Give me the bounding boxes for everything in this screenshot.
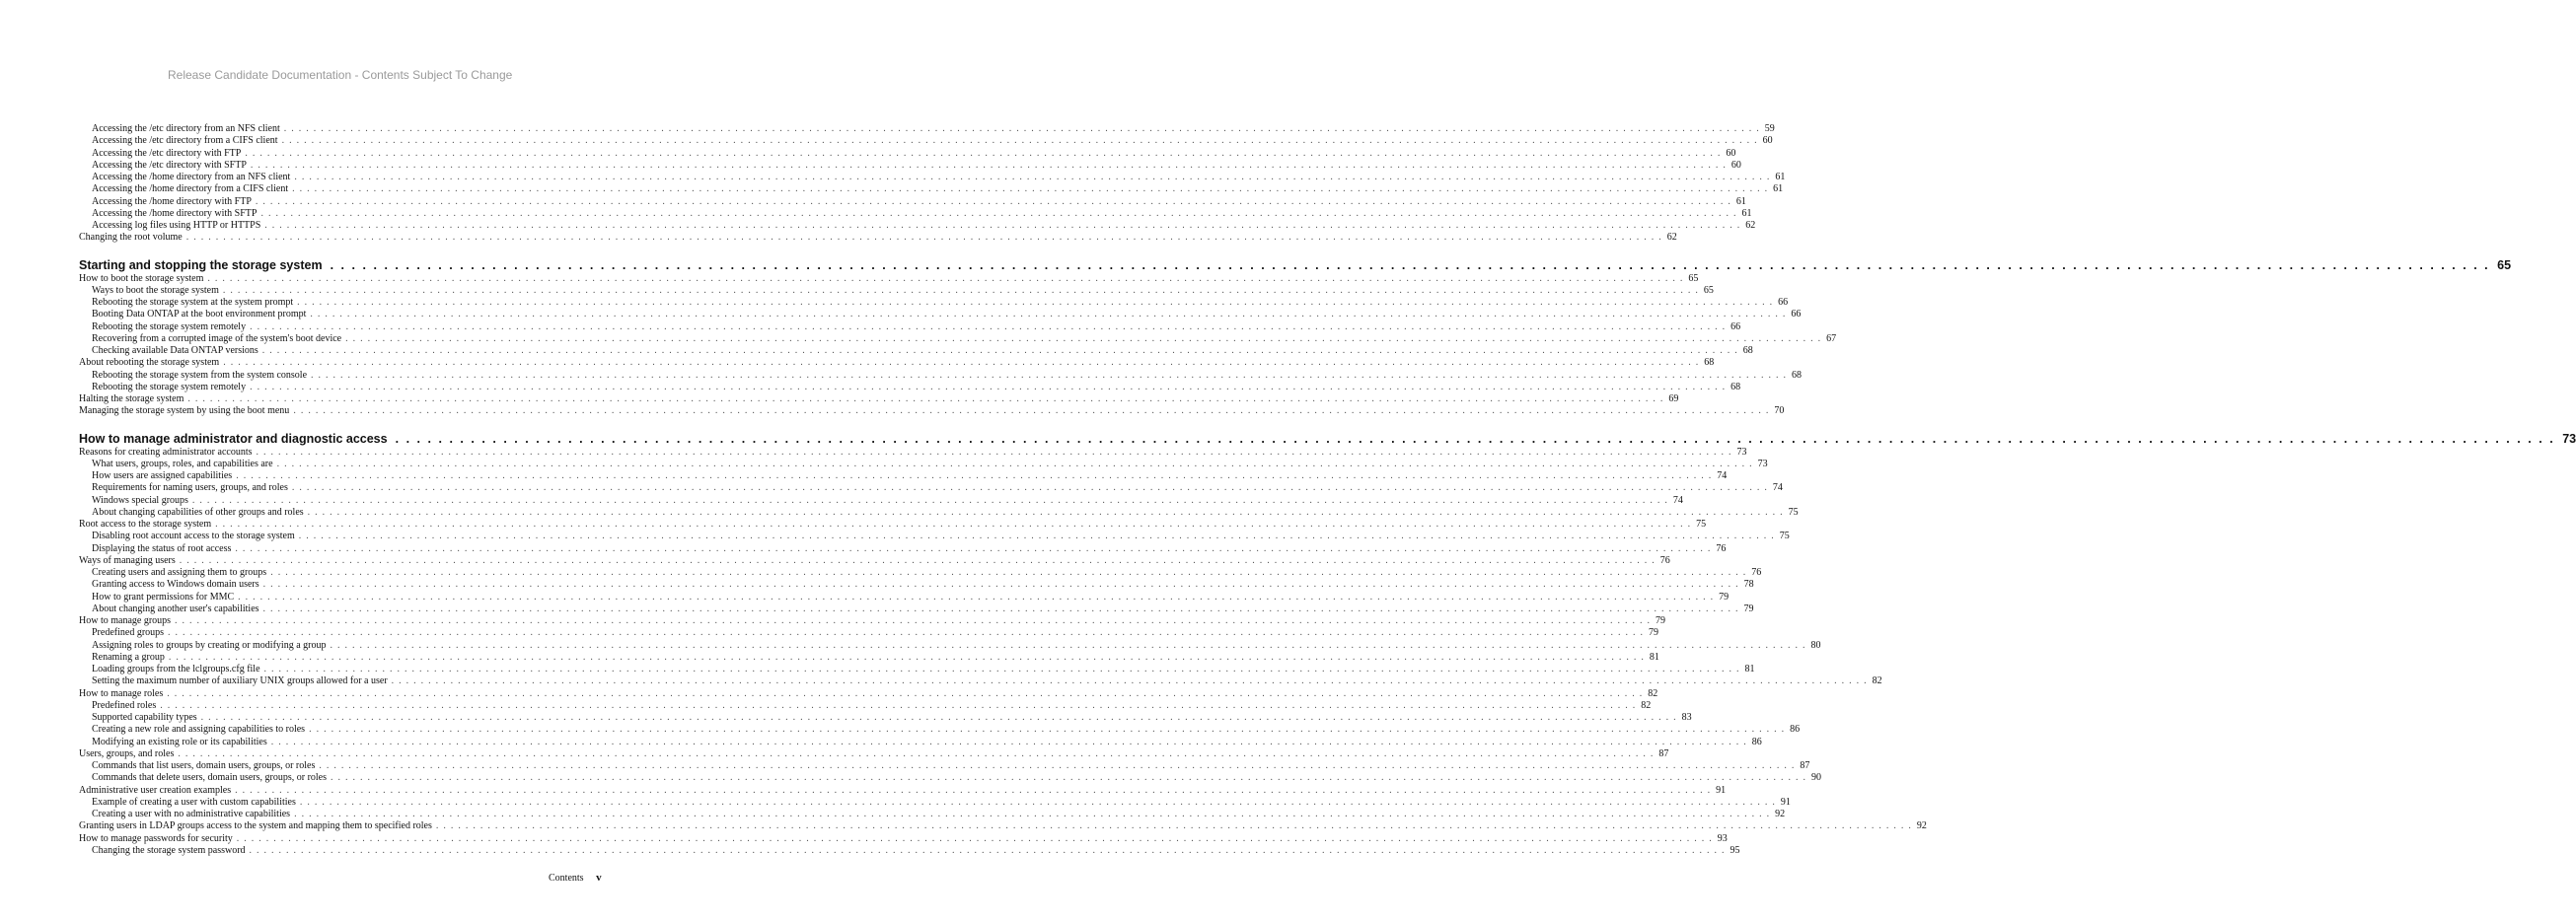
toc-entry[interactable]: [79, 393, 1679, 405]
toc-title: Displaying the status of root access: [92, 542, 232, 554]
toc-entry[interactable]: [79, 232, 1677, 244]
toc-title: Predefined roles: [92, 699, 157, 711]
dot-leader: ........................................................................................................................................................................................................: [168, 627, 1649, 639]
toc-page-number: 93: [1717, 832, 1728, 844]
dot-leader: ........................................................................................................................................................................................................: [250, 320, 1730, 332]
toc-title: Ways of managing users: [79, 554, 176, 566]
toc-page-number: 61: [1775, 172, 1786, 182]
toc-title: How to grant permissions for MMC: [92, 591, 235, 603]
dot-leader: ........................................................................................................................................................................................................: [256, 446, 1736, 458]
table-of-contents: [79, 123, 2576, 857]
toc-title: Ways to boot the storage system: [92, 284, 219, 296]
toc-page-number: 62: [1745, 220, 1756, 231]
footer-page-number: v: [596, 872, 602, 884]
toc-page-number: 87: [1800, 760, 1810, 771]
dot-leader: ........................................................................................................................................................................................................: [299, 796, 1780, 808]
toc-title: Checking available Data ONTAP versions: [92, 345, 258, 356]
toc-page-number: 66: [1791, 309, 1802, 320]
toc-subentry[interactable]: [79, 579, 1754, 591]
dot-leader: ........................................................................................................................................................................................................: [255, 195, 1735, 207]
toc-subentry[interactable]: [79, 627, 1659, 639]
toc-title: Renaming a group: [92, 651, 165, 663]
dot-leader: ........................................................................................................................................................................................................: [292, 183, 1773, 195]
toc-title: Rebooting the storage system remotely: [92, 320, 247, 332]
dot-leader: ........................................................................................................................................................................................................: [330, 639, 1810, 651]
dot-leader: ........................................................................................................................................................................................................: [207, 272, 1688, 284]
dot-leader: ........................................................................................................................................................................................................: [309, 724, 1790, 736]
toc-title: How to manage groups: [79, 615, 172, 626]
footer-label: Contents: [549, 873, 584, 884]
toc-page-number: 75: [1696, 519, 1707, 530]
toc-entry[interactable]: [79, 820, 1927, 832]
toc-title: Root access to the storage system: [79, 519, 212, 530]
toc-title: Supported capability types: [92, 712, 197, 723]
toc-page-number: 73: [2562, 431, 2576, 446]
dot-leader: ........................................................................................................................................................................................................: [250, 159, 1730, 171]
toc-title: Administrative user creation examples: [79, 784, 232, 796]
toc-subentry[interactable]: [79, 320, 1741, 333]
toc-page-number: 65: [2497, 257, 2512, 272]
dot-leader: ........................................................................................................................................................................................................: [294, 172, 1775, 182]
toc-title: Requirements for naming users, groups, and roles: [92, 482, 288, 494]
dot-leader: ........................................................................................................................................................................................................: [260, 207, 1741, 219]
toc-page-number: 92: [1775, 809, 1786, 819]
toc-page-number: 61: [1773, 183, 1784, 195]
toc-title: Accessing the /home directory from an NFS client: [92, 172, 291, 182]
toc-subentry[interactable]: [79, 195, 1746, 208]
toc-title: Commands that delete users, domain users, groups, or roles: [92, 772, 328, 784]
toc-title: Accessing the /home directory with FTP: [92, 195, 252, 207]
dot-leader: ........................................................................................................................................................................................................: [191, 494, 1672, 506]
toc-page-number: 81: [1649, 651, 1659, 663]
toc-subentry[interactable]: [79, 796, 1791, 809]
toc-title: Users, groups, and roles: [79, 747, 175, 759]
toc-title: Loading groups from the lclgroups.cfg file: [92, 664, 260, 674]
toc-title: How to manage passwords for security: [79, 832, 233, 844]
toc-page-number: 76: [1659, 554, 1670, 566]
toc-entry[interactable]: [79, 747, 1669, 760]
toc-title: Halting the storage system: [79, 393, 184, 404]
toc-page-number: 90: [1811, 772, 1822, 784]
toc-page-number: 60: [1726, 147, 1736, 159]
toc-entry[interactable]: [79, 272, 1699, 285]
toc-entry[interactable]: [79, 615, 1666, 627]
dot-leader: ........................................................................................................................................................................................................: [270, 736, 1751, 747]
toc-subentry[interactable]: [79, 183, 1784, 195]
toc-page-number: 82: [1641, 699, 1652, 711]
toc-title: Recovering from a corrupted image of the system's boot device: [92, 332, 342, 344]
toc-title: Windows special groups: [92, 494, 188, 506]
toc-title: Managing the storage system by using the boot menu: [79, 405, 290, 417]
dot-leader: ........................................................................................................................................................................................................: [178, 747, 1658, 759]
toc-title: How users are assigned capabilities: [92, 470, 233, 481]
toc-page-number: 65: [1703, 284, 1714, 296]
dot-leader: ........................................................................................................................................................................................................: [223, 357, 1704, 369]
dot-leader: ........................................................................................................................................................................................................: [307, 506, 1788, 518]
toc-subentry[interactable]: [79, 699, 1652, 712]
dot-leader: ........................................................................................................................................................................................................: [263, 664, 1744, 674]
toc-subentry[interactable]: [79, 309, 1802, 320]
toc-entry[interactable]: [79, 405, 1785, 417]
toc-page-number: 68: [1704, 357, 1715, 369]
dot-leader: ........................................................................................................................................................................................................: [294, 809, 1775, 819]
toc-subentry[interactable]: [79, 123, 1775, 135]
dot-leader: ........................................................................................................................................................................................................: [261, 345, 1742, 356]
toc-page-number: 65: [1688, 272, 1699, 284]
toc-chapter-heading[interactable]: [79, 257, 2512, 272]
toc-page-number: 82: [1648, 687, 1658, 699]
toc-page-number: 70: [1774, 405, 1785, 417]
toc-chapter-heading[interactable]: [79, 431, 2576, 446]
toc-subentry[interactable]: [79, 567, 1762, 579]
dot-leader: ........................................................................................................................................................................................................: [236, 470, 1717, 481]
toc-page-number: 75: [1788, 506, 1799, 518]
toc-page-number: 87: [1658, 747, 1669, 759]
toc-page-number: 66: [1730, 320, 1741, 332]
toc-subentry[interactable]: [79, 603, 1754, 615]
toc-page-number: 69: [1668, 393, 1679, 404]
toc-page-number: 59: [1764, 123, 1775, 134]
toc-title: About rebooting the storage system: [79, 357, 220, 369]
toc-entry[interactable]: [79, 687, 1658, 700]
toc-subentry[interactable]: [79, 470, 1728, 482]
dot-leader: ........................................................................................................................................................................................................: [245, 147, 1726, 159]
dot-leader: ........................................................................................................................................................................................................: [297, 297, 1778, 308]
toc-subentry[interactable]: [79, 651, 1659, 664]
toc-subentry[interactable]: [79, 531, 1790, 542]
dot-leader: ........................................................................................................................................................................................................: [235, 784, 1716, 796]
dot-leader: ........................................................................................................................................................................................................: [283, 123, 1764, 134]
dot-leader: ........................................................................................................................................................................................................: [200, 712, 1681, 723]
toc-title: About changing another user's capabilities: [92, 603, 259, 614]
toc-title: Granting users in LDAP groups access to the system and mapping them to specified roles: [79, 820, 432, 832]
toc-page-number: 76: [1716, 542, 1727, 554]
toc-page-number: 78: [1743, 579, 1754, 591]
toc-entry[interactable]: [79, 554, 1670, 567]
toc-title: Creating a user with no administrative capabilities: [92, 809, 291, 819]
toc-subentry[interactable]: [79, 712, 1692, 724]
toc-subentry[interactable]: [79, 736, 1762, 748]
toc-page-number: 73: [1757, 458, 1768, 469]
toc-subentry[interactable]: [79, 809, 1786, 820]
dot-leader: ........................................................................................................................................................................................................: [185, 232, 1666, 244]
toc-title: Changing the storage system password: [92, 844, 246, 856]
toc-subentry[interactable]: [79, 675, 1882, 687]
toc-subentry[interactable]: [79, 172, 1786, 183]
toc-subentry[interactable]: [79, 458, 1768, 470]
toc-page-number: 62: [1666, 232, 1677, 244]
dot-leader: ........................................................................................................................................................................................................: [331, 772, 1811, 784]
toc-title: Accessing the /etc directory from an NFS client: [92, 123, 280, 134]
dot-leader: ........................................................................................................................................................................................................: [291, 482, 1772, 494]
toc-subentry[interactable]: [79, 760, 1810, 772]
toc-entry[interactable]: [79, 519, 1707, 531]
toc-title: Assigning roles to groups by creating or modifying a group: [92, 639, 327, 651]
toc-page-number: 92: [1916, 820, 1927, 832]
toc-page-number: 79: [1649, 627, 1659, 639]
toc-subentry[interactable]: [79, 591, 1730, 604]
toc-page-number: 68: [1742, 345, 1753, 356]
dot-leader: ........................................................................................................................................................................................................: [310, 309, 1791, 320]
toc-title: Setting the maximum number of auxiliary UNIX groups allowed for a user: [92, 675, 388, 687]
toc-title: Rebooting the storage system remotely: [92, 381, 247, 392]
dot-leader: ........................................................................................................................................................................................................: [215, 519, 1696, 530]
dot-leader: ........................................................................................................................................................................................................: [160, 699, 1641, 711]
dot-leader: ........................................................................................................................................................................................................: [270, 567, 1751, 578]
toc-title: Predefined groups: [92, 627, 165, 639]
dot-leader: ........................................................................................................................................................................................................: [311, 369, 1792, 381]
dot-leader: ........................................................................................................................................................................................................: [249, 844, 1730, 856]
dot-leader: ........................................................................................................................................................................................................: [345, 332, 1826, 344]
toc-page-number: 82: [1872, 675, 1882, 687]
dot-leader: ........................................................................................................................................................................................................: [264, 220, 1745, 231]
toc-title: Reasons for creating administrator accounts: [79, 446, 253, 458]
toc-page-number: 60: [1730, 159, 1741, 171]
toc-subentry[interactable]: [79, 772, 1822, 784]
toc-page-number: 80: [1810, 639, 1821, 651]
toc-page-number: 83: [1681, 712, 1692, 723]
toc-page-number: 86: [1790, 724, 1801, 736]
toc-page-number: 91: [1716, 784, 1727, 796]
toc-title: Modifying an existing role or its capabilities: [92, 736, 267, 747]
toc-subentry[interactable]: [79, 345, 1753, 357]
toc-title: Example of creating a user with custom capabilities: [92, 796, 296, 808]
toc-page-number: 91: [1780, 796, 1791, 808]
toc-title: Accessing the /etc directory with FTP: [92, 147, 242, 159]
toc-page-number: 79: [1743, 603, 1754, 614]
toc-title: Granting access to Windows domain users: [92, 579, 259, 591]
dot-leader: ........................................................................................................................................................................................................: [262, 579, 1743, 591]
dot-leader: ........................................................................................................................................................................................................: [179, 554, 1659, 566]
toc-title: Changing the root volume: [79, 232, 183, 244]
dot-leader: ........................................................................................................................................................................................................: [293, 405, 1774, 417]
toc-title: Accessing the /etc directory from a CIFS client: [92, 135, 278, 147]
toc-title: How to manage roles: [79, 687, 164, 699]
toc-page-number: 81: [1744, 664, 1755, 674]
toc-title: Creating a new role and assigning capabilities to roles: [92, 724, 306, 736]
toc-title: Disabling root account access to the storage system: [92, 531, 295, 542]
toc-subentry[interactable]: [79, 639, 1821, 652]
toc-title: Starting and stopping the storage system: [79, 257, 323, 272]
toc-title: Creating users and assigning them to groups: [92, 567, 267, 578]
toc-subentry[interactable]: [79, 542, 1727, 555]
toc-page-number: 74: [1772, 482, 1783, 494]
toc-title: Accessing log files using HTTP or HTTPS: [92, 220, 261, 231]
dot-leader: ........................................................................................................................................................................................................: [187, 393, 1668, 404]
toc-subentry[interactable]: [79, 207, 1752, 220]
toc-title: What users, groups, roles, and capabilities are: [92, 458, 273, 469]
toc-page-number: 73: [1736, 446, 1747, 458]
toc-title: About changing capabilities of other groups and roles: [92, 506, 304, 518]
page-header: Release Candidate Documentation - Contents Subject To Change: [168, 68, 513, 82]
toc-subentry[interactable]: [79, 844, 1740, 857]
toc-subentry[interactable]: [79, 332, 1837, 345]
toc-page-number: 79: [1719, 591, 1730, 603]
dot-leader: ........................................................................................................................................................................................................: [319, 760, 1800, 771]
toc-subentry[interactable]: [79, 664, 1755, 675]
toc-title: Rebooting the storage system at the system prompt: [92, 297, 294, 308]
toc-page-number: 60: [1762, 135, 1773, 147]
toc-title: Accessing the /home directory with SFTP: [92, 207, 258, 219]
toc-title: Accessing the /etc directory with SFTP: [92, 159, 247, 171]
toc-subentry[interactable]: [79, 220, 1756, 232]
toc-entry[interactable]: [79, 784, 1727, 797]
dot-leader: ........................................................................................................................................................................................................: [298, 531, 1779, 542]
toc-subentry[interactable]: [79, 506, 1799, 519]
toc-page-number: 61: [1735, 195, 1746, 207]
dot-leader: ........................................................................................................................................................................................................: [250, 381, 1730, 392]
toc-title: How to boot the storage system: [79, 272, 204, 284]
toc-title: Rebooting the storage system from the system console: [92, 369, 308, 381]
dot-leader: ........................................................................................................................................................................................................: [236, 832, 1717, 844]
toc-page-number: 75: [1779, 531, 1790, 542]
toc-page-number: 74: [1672, 494, 1683, 506]
dot-leader: ........................................................................................................................................................................................................: [330, 257, 2496, 272]
dot-leader: ........................................................................................................................................................................................................: [168, 651, 1649, 663]
toc-title: Booting Data ONTAP at the boot environment prompt: [92, 309, 307, 320]
toc-page-number: 79: [1656, 615, 1666, 626]
dot-leader: ........................................................................................................................................................................................................: [175, 615, 1656, 626]
toc-page-number: 76: [1751, 567, 1762, 578]
toc-subentry[interactable]: [79, 381, 1741, 393]
toc-entry[interactable]: [79, 357, 1715, 369]
toc-subentry[interactable]: [79, 135, 1773, 147]
toc-subentry[interactable]: [79, 159, 1741, 172]
toc-page-number: 67: [1826, 332, 1837, 344]
toc-subentry[interactable]: [79, 297, 1789, 309]
dot-leader: ........................................................................................................................................................................................................: [276, 458, 1757, 469]
dot-leader: ........................................................................................................................................................................................................: [391, 675, 1872, 687]
toc-entry[interactable]: [79, 832, 1728, 845]
toc-page-number: 74: [1717, 470, 1728, 481]
toc-title: How to manage administrator and diagnostic access: [79, 431, 388, 446]
dot-leader: ........................................................................................................................................................................................................: [395, 431, 2561, 446]
toc-title: Accessing the /home directory from a CIFS client: [92, 183, 289, 195]
dot-leader: ........................................................................................................................................................................................................: [281, 135, 1762, 147]
dot-leader: ........................................................................................................................................................................................................: [167, 687, 1648, 699]
toc-subentry[interactable]: [79, 369, 1803, 382]
toc-entry[interactable]: [79, 446, 1747, 459]
toc-page-number: 61: [1741, 207, 1752, 219]
toc-page-number: 68: [1792, 369, 1803, 381]
dot-leader: ........................................................................................................................................................................................................: [238, 591, 1719, 603]
dot-leader: ........................................................................................................................................................................................................: [235, 542, 1716, 554]
toc-page-number: 68: [1730, 381, 1741, 392]
page-footer: [549, 872, 602, 884]
toc-title: Commands that list users, domain users, groups, or roles: [92, 760, 316, 771]
dot-leader: ........................................................................................................................................................................................................: [435, 820, 1916, 832]
toc-subentry[interactable]: [79, 482, 1783, 494]
toc-subentry[interactable]: [79, 494, 1683, 507]
toc-subentry[interactable]: [79, 284, 1714, 297]
toc-subentry[interactable]: [79, 724, 1801, 736]
toc-page-number: 66: [1778, 297, 1789, 308]
dot-leader: ........................................................................................................................................................................................................: [262, 603, 1743, 614]
dot-leader: ........................................................................................................................................................................................................: [222, 284, 1703, 296]
toc-subentry[interactable]: [79, 147, 1736, 160]
toc-page-number: 95: [1730, 844, 1740, 856]
toc-page-number: 86: [1751, 736, 1762, 747]
